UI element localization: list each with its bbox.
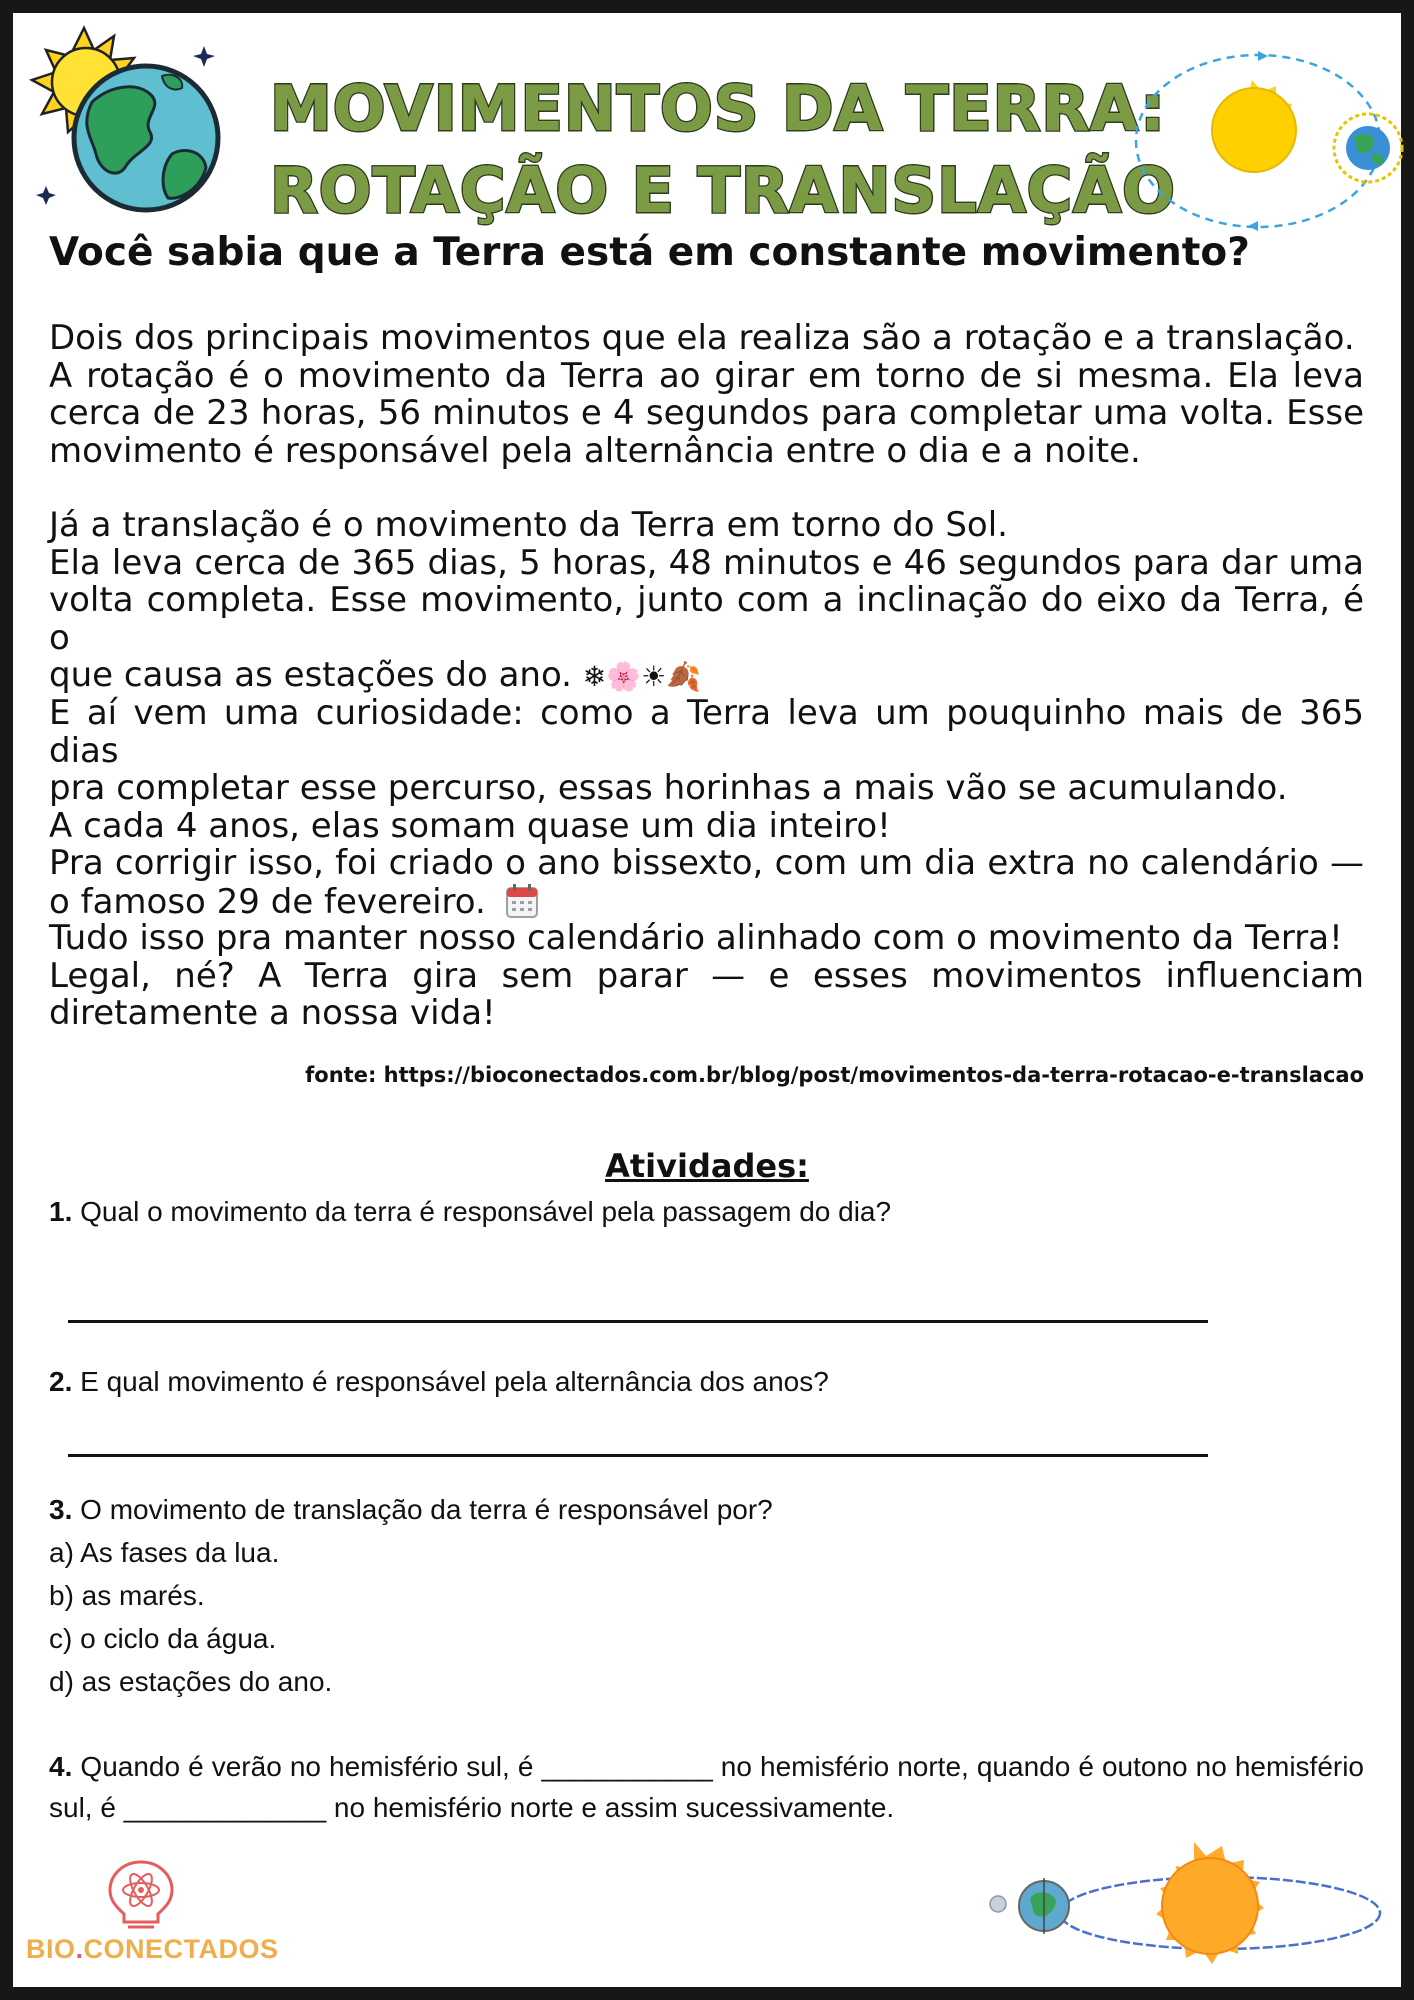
paragraph-leap-year bbox=[49, 695, 1364, 921]
option-a: a) As fases da lua. bbox=[49, 1537, 280, 1568]
brand-dot: . bbox=[75, 1934, 84, 1964]
question-text: E qual movimento é responsável pela alternância dos anos? bbox=[80, 1366, 829, 1397]
paragraph-line: Legal, né? A Terra gira sem parar — e esses movimentos influenciam bbox=[49, 955, 1364, 996]
question-3 bbox=[49, 1494, 773, 1526]
sun-icon bbox=[1156, 1842, 1264, 1964]
question-number: 1. bbox=[49, 1196, 73, 1227]
paragraph-line: A rotação é o movimento da Terra ao girar em torno de si mesma. Ela leva bbox=[49, 355, 1364, 396]
brand-text: BIO bbox=[26, 1934, 76, 1964]
question-number: 4. bbox=[49, 1751, 73, 1782]
paragraph-line: Pra corrigir isso, foi criado o ano bissexto, com um dia extra no calendário — bbox=[49, 843, 1364, 883]
sun-icon bbox=[1212, 80, 1296, 172]
brand-text: CONECTADOS bbox=[83, 1934, 279, 1964]
intro-heading: Você sabia que a Terra está em constante movimento? bbox=[49, 230, 1250, 275]
answer-line-2 bbox=[68, 1454, 1208, 1457]
bulb-atom-icon bbox=[98, 1858, 184, 1930]
source-citation: fonte: https://bioconectados.com.br/blog/post/movimentos-da-terra-rotacao-e-translacao bbox=[305, 1063, 1364, 1087]
paragraph-line bbox=[49, 883, 1364, 922]
earth-icon bbox=[1019, 1878, 1069, 1934]
paragraph-line: diretamente a nossa vida! bbox=[49, 993, 496, 1033]
paragraph-translation bbox=[49, 507, 1364, 696]
question-number: 3. bbox=[49, 1494, 73, 1525]
paragraph-line: E aí vem uma curiosidade: como a Terra leva um pouquinho mais de 365 dias bbox=[49, 693, 1364, 771]
orbit-illustration-bottom bbox=[980, 1838, 1410, 1993]
seasons-emoji: ❄🌸☀🍂 bbox=[582, 660, 702, 693]
question-number: 2. bbox=[49, 1366, 73, 1397]
paragraph-line: Ela leva cerca de 365 dias, 5 horas, 48 minutos e 46 segundos para dar uma bbox=[49, 542, 1364, 583]
option-c: c) o ciclo da água. bbox=[49, 1623, 277, 1654]
question-text: Qual o movimento da terra é responsável pela passagem do dia? bbox=[80, 1196, 892, 1227]
brand-logo bbox=[26, 1934, 279, 1965]
paragraph-text: o famoso 29 de fevereiro. bbox=[49, 881, 486, 922]
question-1 bbox=[49, 1196, 891, 1228]
question-text: O movimento de translação da terra é responsável por? bbox=[80, 1494, 773, 1525]
paragraph-line: pra completar esse percurso, essas horinhas a mais vão se acumulando. bbox=[49, 768, 1288, 808]
sun-earth-illustration bbox=[22, 22, 232, 222]
option-b: b) as marés. bbox=[49, 1580, 205, 1611]
activities-title: Atividades: bbox=[605, 1147, 809, 1185]
earth-icon bbox=[1334, 114, 1402, 182]
paragraph-line: cerca de 23 horas, 56 minutos e 4 segundos para completar uma volta. Esse bbox=[49, 393, 1364, 433]
paragraph-line: Dois dos principais movimentos que ela realiza são a rotação e a translação. bbox=[49, 318, 1355, 358]
page-title-line2: ROTAÇÃO E TRANSLAÇÃO bbox=[270, 154, 1176, 227]
earth-icon bbox=[74, 66, 218, 210]
calendar-icon bbox=[505, 883, 539, 919]
question-text: Quando é verão no hemisfério sul, é ___________ no hemisfério norte, quando é outono no hemisfério sul, é _____________ no hemisfério norte e assim sucessivamente. bbox=[49, 1751, 1365, 1823]
question-4 bbox=[49, 1746, 1364, 1828]
paragraph-line: Já a translação é o movimento da Terra em torno do Sol. bbox=[49, 505, 1008, 545]
paragraph-line: movimento é responsável pela alternância entre o dia e a noite. bbox=[49, 430, 1141, 471]
paragraph-rotation bbox=[49, 320, 1364, 470]
page-title-line1: MOVIMENTOS DA TERRA: bbox=[270, 72, 1167, 145]
paragraph-line: volta completa. Esse movimento, junto com a inclinação do eixo da Terra, é o bbox=[49, 580, 1364, 658]
answer-line-1 bbox=[68, 1320, 1208, 1323]
paragraph-conclusion bbox=[49, 920, 1364, 1033]
option-d: d) as estações do ano. bbox=[49, 1666, 333, 1697]
paragraph-line: Tudo isso pra manter nosso calendário alinhado com o movimento da Terra! bbox=[49, 918, 1343, 958]
moon-icon bbox=[990, 1896, 1006, 1912]
orbit-illustration bbox=[1128, 46, 1408, 236]
paragraph-text: que causa as estações do ano. bbox=[49, 655, 572, 695]
paragraph-line bbox=[49, 657, 1364, 696]
question-2 bbox=[49, 1366, 829, 1398]
paragraph-line: A cada 4 anos, elas somam quase um dia inteiro! bbox=[49, 805, 891, 846]
